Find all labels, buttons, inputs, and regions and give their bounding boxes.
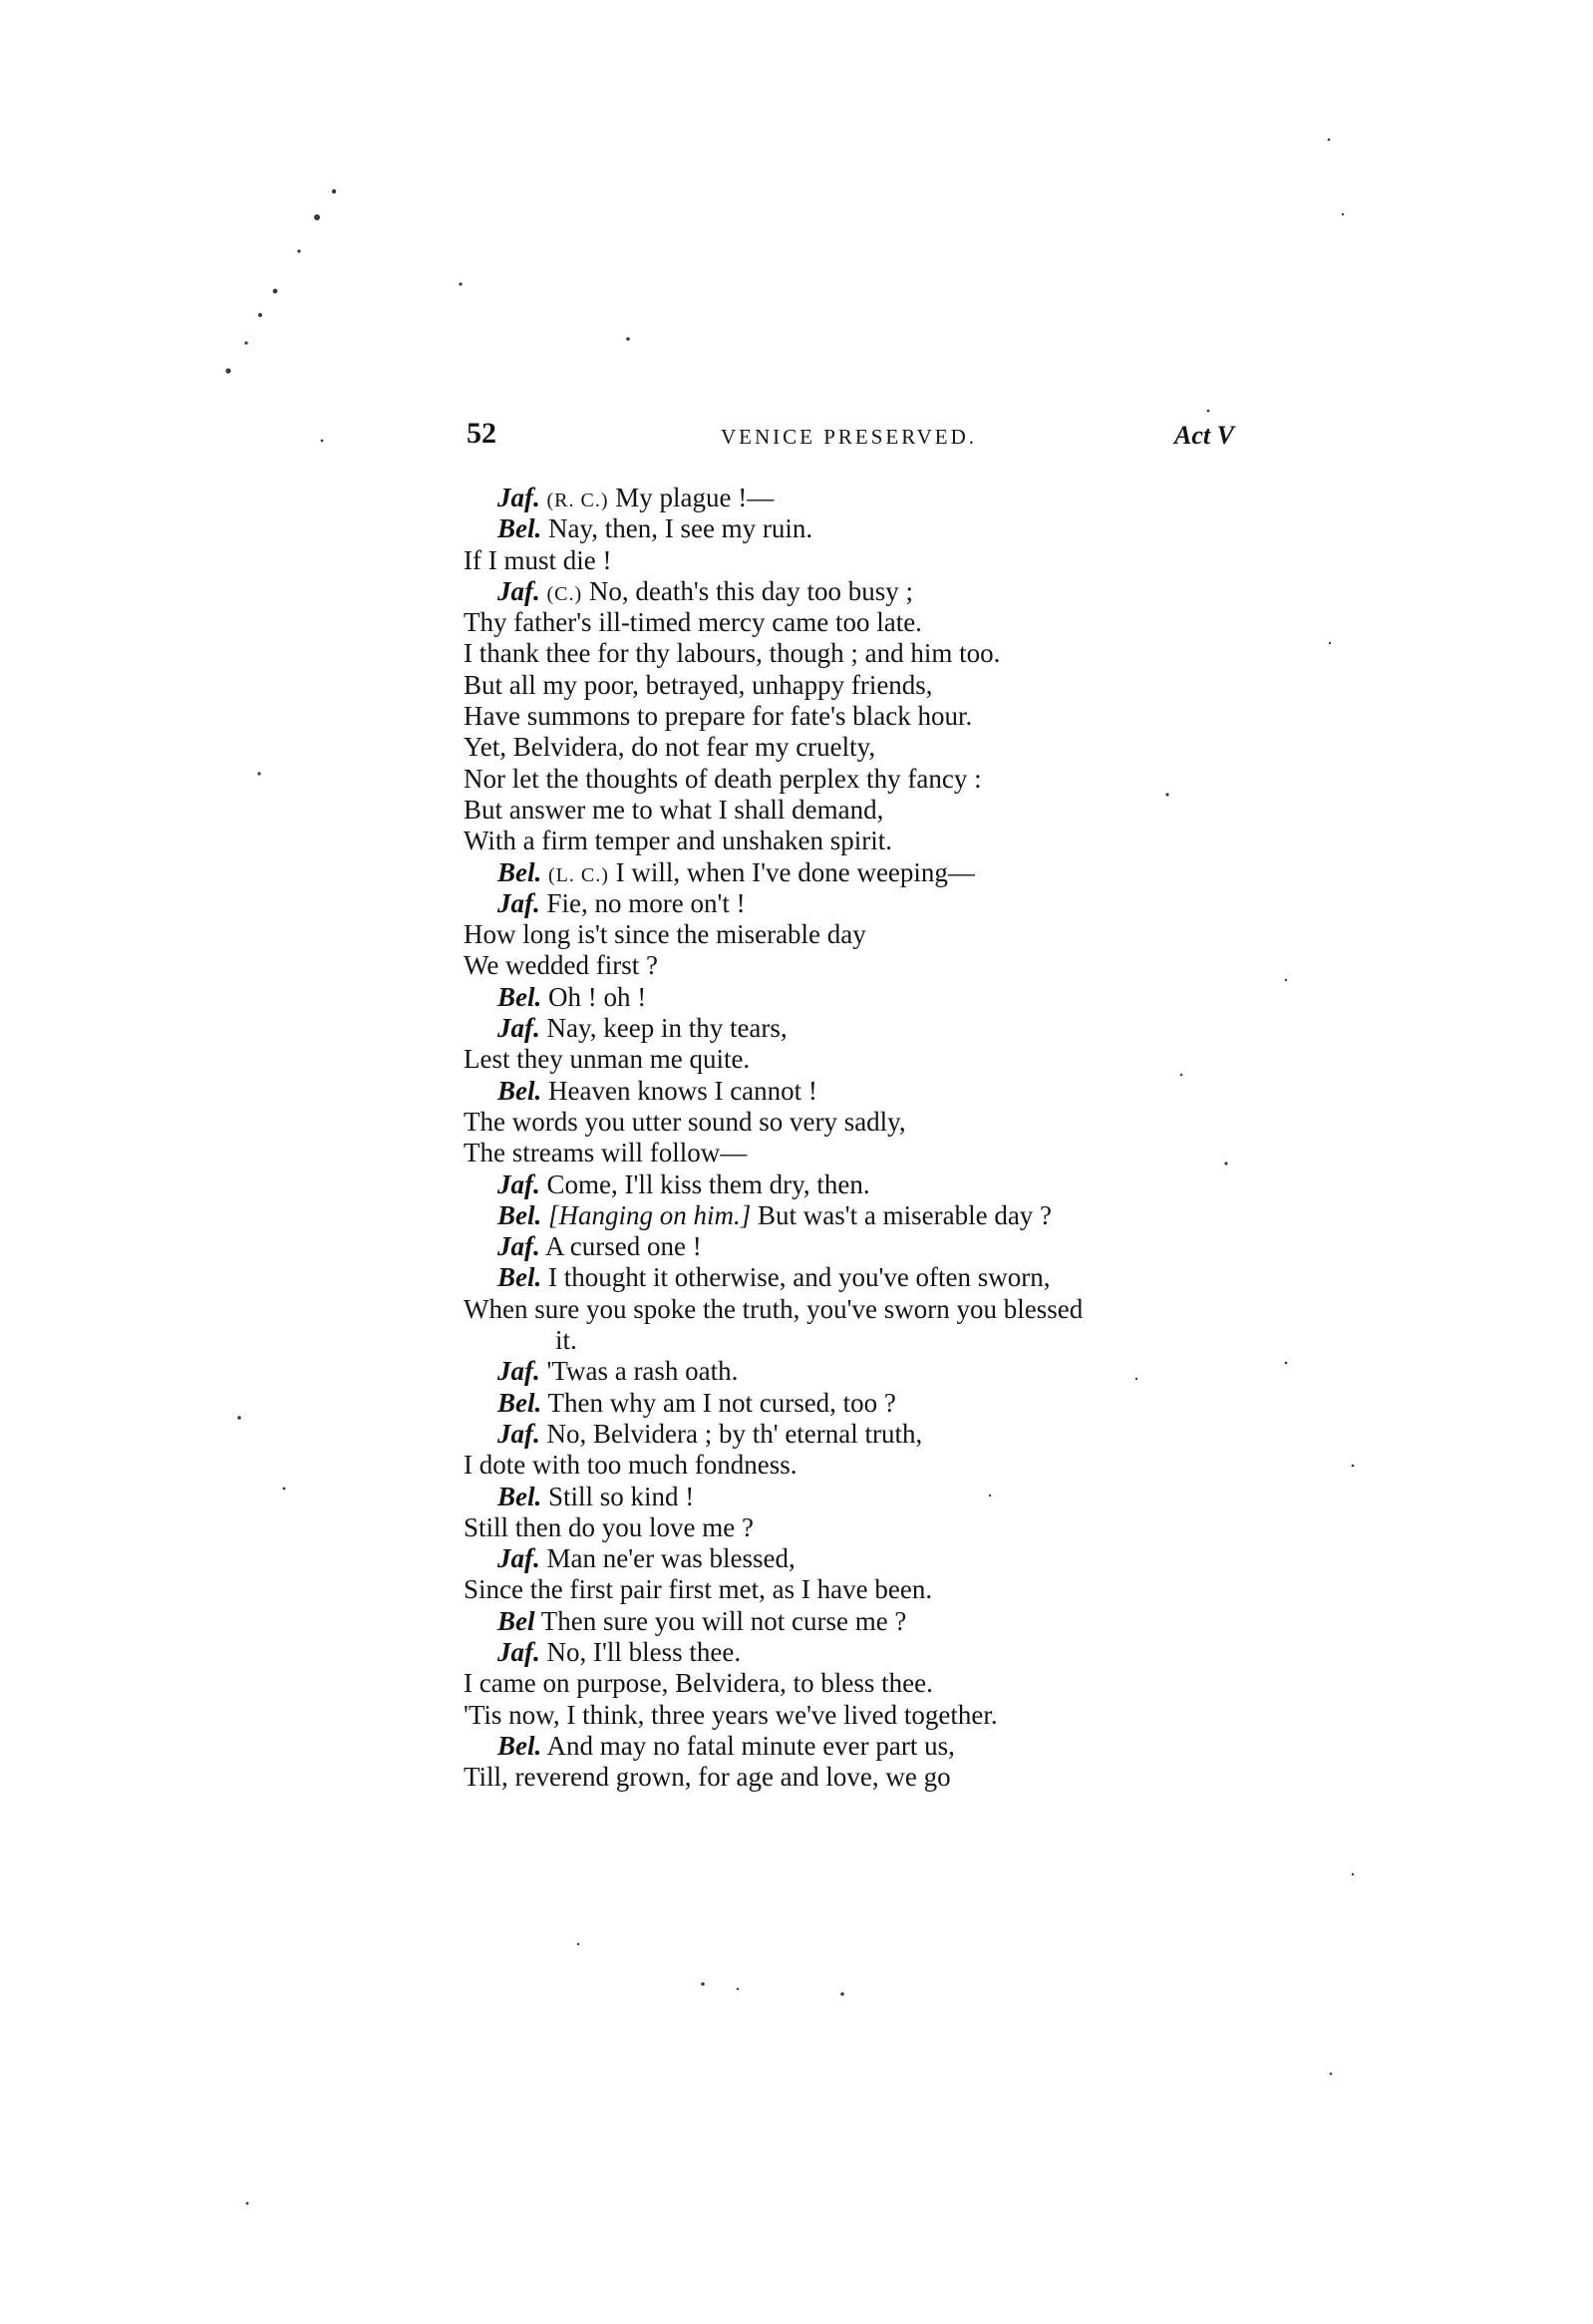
verse-line bbox=[464, 483, 1261, 513]
line-text: I will, when I've done weeping— bbox=[615, 856, 975, 887]
speaker-name: Jaf. bbox=[497, 1356, 540, 1387]
line-text: Have summons to prepare for fate's black hour. bbox=[464, 701, 973, 732]
speaker-name: Jaf. bbox=[497, 483, 540, 512]
stage-position: (R. C.) bbox=[546, 490, 609, 511]
verse-line bbox=[464, 888, 1261, 919]
verse-line bbox=[464, 1606, 1261, 1637]
line-text: My plague !— bbox=[615, 483, 775, 512]
verse-line bbox=[464, 1450, 1261, 1481]
speaker-name: Jaf. bbox=[497, 1543, 540, 1574]
stage-direction: [Hanging on him.] bbox=[548, 1199, 752, 1230]
speaker-name: Jaf. bbox=[497, 1231, 540, 1262]
speaker-name: Bel. bbox=[497, 1387, 542, 1418]
line-text: Nay, keep in thy tears, bbox=[546, 1013, 788, 1044]
line-text: Fie, no more on't ! bbox=[546, 887, 746, 918]
verse-line bbox=[464, 982, 1261, 1013]
line-text: How long is't since the miserable day bbox=[464, 919, 866, 950]
verse-line bbox=[464, 1138, 1261, 1168]
line-text: Since the first pair first met, as I have been. bbox=[464, 1574, 933, 1605]
verse-line bbox=[464, 795, 1261, 826]
verse-line bbox=[464, 857, 1261, 888]
verse-line bbox=[464, 919, 1261, 950]
line-text: I came on purpose, Belvidera, to bless thee. bbox=[464, 1668, 933, 1699]
verse-line bbox=[464, 1076, 1261, 1107]
verse-line bbox=[464, 576, 1261, 607]
verse-line bbox=[464, 1700, 1261, 1731]
verse-line bbox=[464, 1419, 1261, 1450]
verse-line bbox=[464, 1512, 1261, 1543]
speaker-name: Jaf. bbox=[497, 1418, 540, 1449]
line-text: But answer me to what I shall demand, bbox=[464, 794, 884, 825]
act-label: Act V bbox=[1174, 421, 1234, 450]
verse-line bbox=[464, 1107, 1261, 1138]
verse-line bbox=[464, 638, 1261, 669]
line-text: Till, reverend grown, for age and love, we go bbox=[464, 1762, 951, 1793]
speaker-name: Bel. bbox=[497, 513, 542, 544]
line-text: No, Belvidera ; by th' eternal truth, bbox=[546, 1418, 923, 1449]
verse-line bbox=[464, 1388, 1261, 1419]
speaker-name: Jaf. bbox=[497, 887, 540, 918]
line-text: And may no fatal minute ever part us, bbox=[546, 1730, 955, 1761]
speaker-name: Bel. bbox=[497, 856, 542, 887]
line-text: 'Tis now, I think, three years we've lived together. bbox=[464, 1699, 998, 1730]
speaker-name: Jaf. bbox=[497, 1168, 540, 1199]
line-text: Still then do you love me ? bbox=[464, 1511, 754, 1542]
line-text: No, I'll bless thee. bbox=[546, 1636, 742, 1667]
verse-line bbox=[464, 1762, 1261, 1793]
line-text: No, death's this day too busy ; bbox=[588, 575, 914, 606]
line-text: If I must die ! bbox=[464, 544, 612, 575]
line-text: Then why am I not cursed, too ? bbox=[547, 1387, 896, 1418]
line-text: Man ne'er was blessed, bbox=[546, 1543, 796, 1574]
stage-position: (L. C.) bbox=[548, 863, 609, 886]
line-text: A cursed one ! bbox=[545, 1231, 702, 1262]
verse-line bbox=[464, 1169, 1261, 1200]
line-text: Lest they unman me quite. bbox=[464, 1044, 751, 1075]
speaker-name: Bel. bbox=[497, 981, 542, 1012]
page-header bbox=[467, 417, 1234, 461]
verse-line bbox=[464, 1574, 1261, 1605]
line-text: Nay, then, I see my ruin. bbox=[548, 513, 813, 544]
verse-line bbox=[464, 1356, 1261, 1387]
speaker-name: Jaf. bbox=[497, 1013, 540, 1044]
line-text: Oh ! oh ! bbox=[548, 981, 647, 1012]
line-text: Still so kind ! bbox=[548, 1481, 695, 1511]
verse-line bbox=[464, 607, 1261, 638]
page-number: 52 bbox=[467, 417, 496, 450]
line-text: But was't a miserable day ? bbox=[758, 1199, 1053, 1230]
line-text: Nor let the thoughts of death perplex thy fancy : bbox=[464, 763, 982, 794]
line-text: Heaven knows I cannot ! bbox=[548, 1075, 817, 1106]
speaker-name: Bel. bbox=[497, 1262, 542, 1293]
running-title: VENICE PRESERVED. bbox=[721, 425, 977, 449]
verse-line bbox=[464, 950, 1261, 981]
verse-line bbox=[464, 826, 1261, 856]
line-text: Come, I'll kiss them dry, then. bbox=[546, 1168, 870, 1199]
speaker-name: Jaf. bbox=[497, 575, 540, 606]
speaker-name: Bel bbox=[497, 1605, 535, 1636]
line-text: it. bbox=[555, 1325, 577, 1356]
line-text: 'Twas a rash oath. bbox=[546, 1356, 739, 1387]
verse-line bbox=[464, 1262, 1261, 1293]
verse-line bbox=[464, 1231, 1261, 1262]
speaker-name: Bel. bbox=[497, 1199, 542, 1230]
line-text: The streams will follow— bbox=[464, 1138, 748, 1168]
verse-line bbox=[464, 1668, 1261, 1699]
speaker-name: Jaf. bbox=[497, 1636, 540, 1667]
line-text: I dote with too much fondness. bbox=[464, 1450, 797, 1481]
speaker-name: Bel. bbox=[497, 1730, 542, 1761]
verse-line bbox=[464, 1013, 1261, 1044]
stage-position: (C.) bbox=[546, 582, 583, 605]
verse-line bbox=[464, 1543, 1261, 1574]
verse-line bbox=[464, 1044, 1261, 1075]
line-text: Yet, Belvidera, do not fear my cruelty, bbox=[464, 732, 876, 763]
verse-line bbox=[464, 1294, 1261, 1325]
line-text: I thought it otherwise, and you've often sworn, bbox=[548, 1262, 1051, 1293]
verse-line bbox=[464, 545, 1261, 576]
verse-line bbox=[464, 670, 1261, 701]
verse-line bbox=[464, 701, 1261, 732]
verse-line bbox=[464, 732, 1261, 763]
play-text bbox=[464, 483, 1261, 1793]
line-text: The words you utter sound so very sadly, bbox=[464, 1106, 906, 1137]
line-text: When sure you spoke the truth, you've sworn you blessed bbox=[464, 1293, 1084, 1324]
line-text: Then sure you will not curse me ? bbox=[540, 1605, 907, 1636]
line-text: I thank thee for thy labours, though ; and him too. bbox=[464, 638, 1001, 669]
line-text: But all my poor, betrayed, unhappy friends, bbox=[464, 669, 933, 700]
verse-line bbox=[464, 1731, 1261, 1762]
line-text: We wedded first ? bbox=[464, 950, 658, 981]
verse-line bbox=[464, 513, 1261, 544]
line-text: Thy father's ill-timed mercy came too late. bbox=[464, 607, 922, 638]
verse-line bbox=[464, 1637, 1261, 1668]
verse-line bbox=[464, 1200, 1261, 1231]
verse-line bbox=[464, 764, 1261, 795]
line-text: With a firm temper and unshaken spirit. bbox=[464, 826, 893, 856]
speaker-name: Bel. bbox=[497, 1075, 542, 1106]
verse-line-continuation bbox=[464, 1325, 1261, 1356]
speaker-name: Bel. bbox=[497, 1481, 542, 1511]
verse-line bbox=[464, 1482, 1261, 1512]
